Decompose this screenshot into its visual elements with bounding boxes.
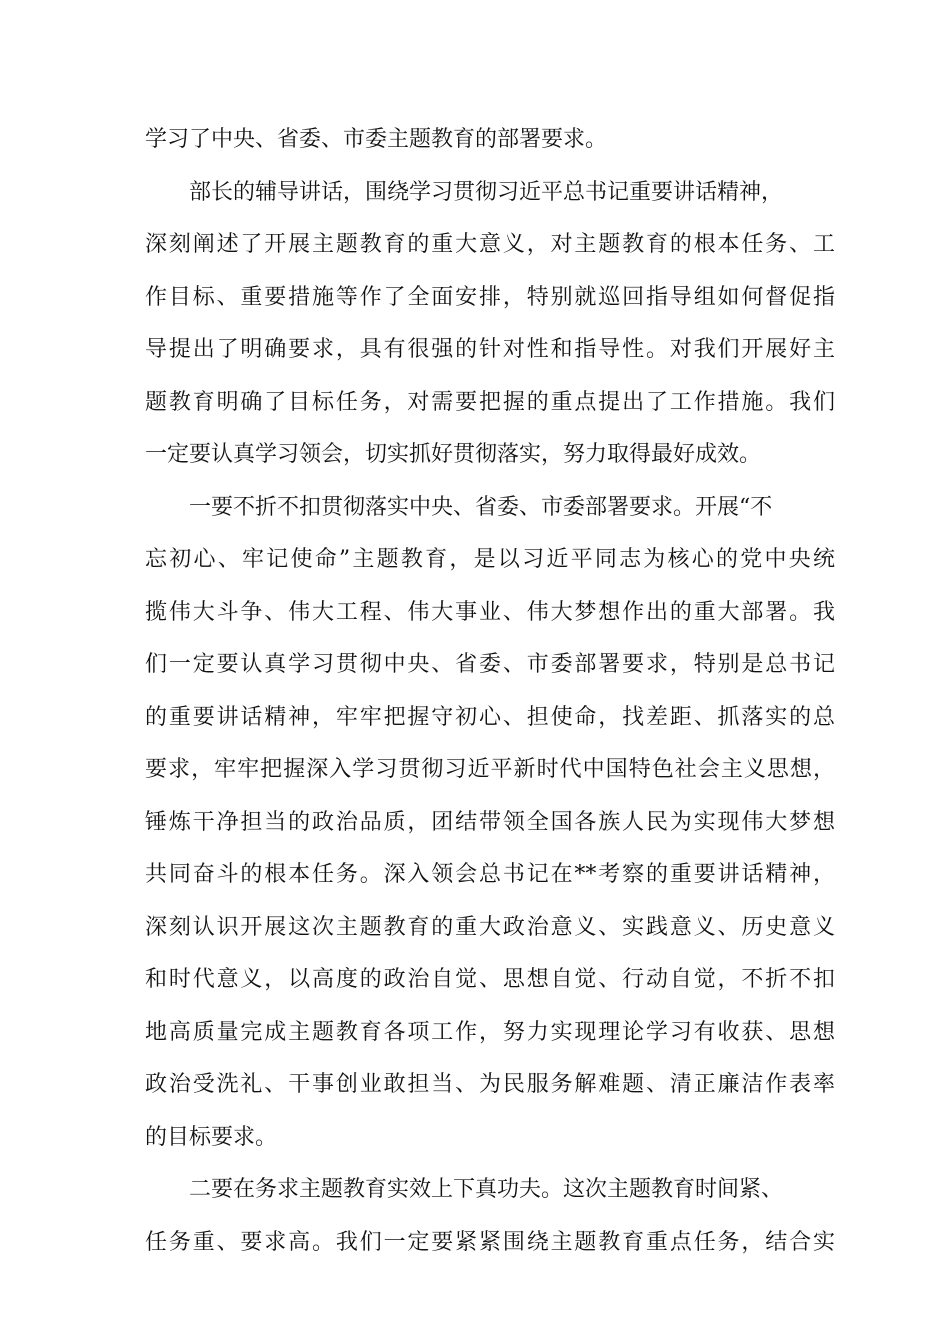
text-line: 和时代意义，以高度的政治自觉、思想自觉、行动自觉，不折不扣 [145,967,835,992]
text-line: 锤炼干净担当的政治品质，团结带领全国各族人民为实现伟大梦想 [145,809,835,835]
text-line: 导提出了明确要求，具有很强的针对性和指导性。对我们开展好主 [145,337,835,362]
text-line: 揽伟大斗争、伟大工程、伟大事业、伟大梦想作出的重大部署。我 [145,599,835,625]
paragraph [145,167,835,482]
text-line: 二要在务求主题教育实效上下真功夫。这次主题教育时间紧、 [189,1177,784,1202]
body-text [145,114,835,1269]
text-line: 的目标要求。 [145,1124,278,1150]
paragraph [145,482,835,1165]
text-line: 们一定要认真学习贯彻中央、省委、市委部署要求，特别是总书记 [145,652,835,677]
paragraph [145,114,835,167]
text-line: 题教育明确了目标任务，对需要把握的重点提出了工作措施。我们 [145,389,835,415]
text-line: 共同奋斗的根本任务。深入领会总书记在**考察的重要讲话精神， [145,862,835,887]
text-line: 要求，牢牢把握深入学习贯彻习近平新时代中国特色社会主义思想， [145,757,835,782]
text-line: 深刻阐述了开展主题教育的重大意义，对主题教育的根本任务、工 [145,232,835,257]
text-line: 政治受洗礼、干事创业敢担当、为民服务解难题、清正廉洁作表率 [145,1072,835,1097]
text-line: 深刻认识开展这次主题教育的重大政治意义、实践意义、历史意义 [145,914,835,940]
text-line: 地高质量完成主题教育各项工作，努力实现理论学习有收获、思想 [145,1019,835,1045]
text-line: 部长的辅导讲话，围绕学习贯彻习近平总书记重要讲话精神， [189,179,784,205]
text-line: 忘初心、牢记使命”主题教育，是以习近平同志为核心的党中央统 [145,547,835,572]
text-line: 作目标、重要措施等作了全面安排，特别就巡回指导组如何督促指 [145,284,835,310]
paragraph [145,1164,835,1269]
text-line: 的重要讲话精神，牢牢把握守初心、担使命，找差距、抓落实的总 [145,704,835,730]
text-line: 学习了中央、省委、市委主题教育的部署要求。 [145,127,608,152]
text-line: 任务重、要求高。我们一定要紧紧围绕主题教育重点任务，结合实 [145,1229,835,1255]
text-line: 一定要认真学习领会，切实抓好贯彻落实，努力取得最好成效。 [145,442,762,467]
text-line: 一要不折不扣贯彻落实中央、省委、市委部署要求。开展“不 [189,494,773,520]
